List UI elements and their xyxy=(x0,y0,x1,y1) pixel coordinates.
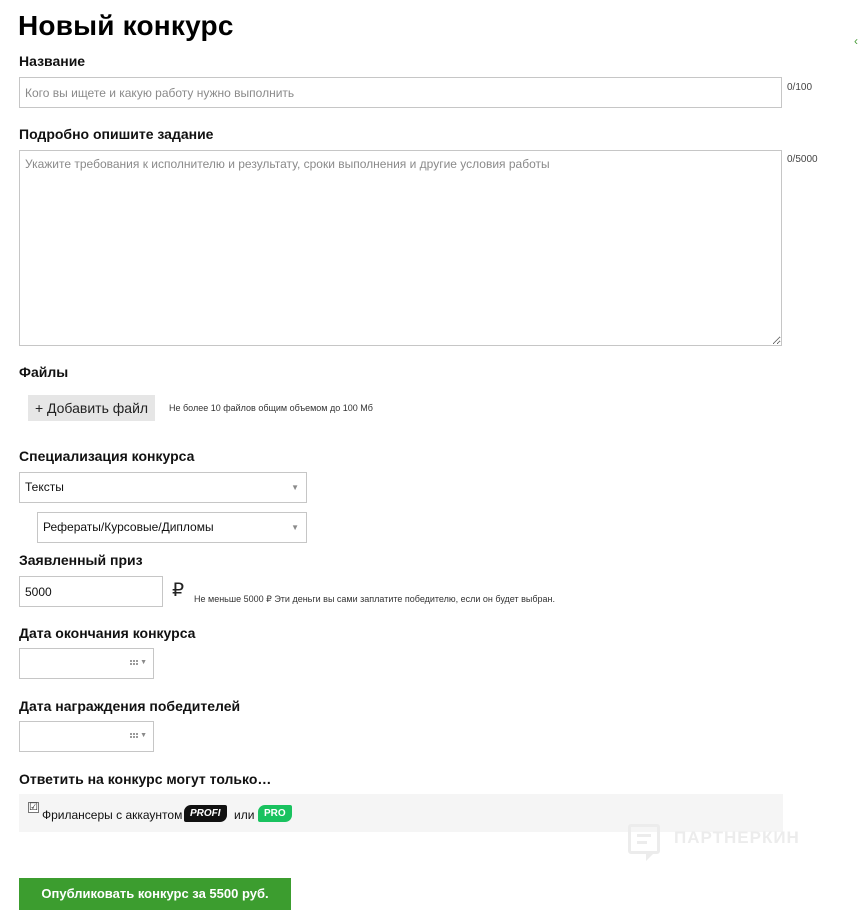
description-textarea[interactable] xyxy=(19,150,782,346)
award-date-picker[interactable] xyxy=(19,721,154,752)
subcategory-value: Рефераты/Курсовые/Дипломы xyxy=(43,520,214,534)
name-label: Название xyxy=(19,53,86,69)
ruble-icon: ₽ xyxy=(172,580,185,601)
end-date-picker[interactable] xyxy=(19,648,154,679)
collapse-arrow-icon[interactable]: ‹ xyxy=(854,34,858,48)
page-title: Новый конкурс xyxy=(18,10,234,41)
restriction-label: Ответить на конкурс могут только… xyxy=(19,771,272,787)
prize-hint: Не меньше 5000 ₽ Эти деньги вы сами заплатите победителю, если он будет выбран. xyxy=(194,594,556,604)
name-input[interactable] xyxy=(19,77,782,108)
files-hint: Не более 10 файлов общим объемом до 100 Мб xyxy=(169,403,373,413)
award-date-label: Дата награждения победителей xyxy=(19,698,241,714)
chevron-down-icon: ▼ xyxy=(140,732,147,739)
calendar-icon xyxy=(130,660,139,667)
chevron-down-icon: ▼ xyxy=(291,523,299,532)
files-label: Файлы xyxy=(19,364,69,380)
name-counter: 0/100 xyxy=(787,82,813,93)
end-date-label: Дата окончания конкурса xyxy=(19,625,196,641)
description-counter: 0/5000 xyxy=(787,154,818,165)
chevron-down-icon: ▼ xyxy=(140,659,147,666)
or-text: или xyxy=(234,808,255,822)
pro-badge: PRO xyxy=(258,805,292,822)
category-select[interactable] xyxy=(19,472,307,503)
watermark-logo-tail xyxy=(646,854,653,861)
chevron-down-icon: ▼ xyxy=(291,483,299,492)
description-label: Подробно опишите задание xyxy=(19,126,214,142)
prize-input[interactable] xyxy=(19,576,163,607)
watermark-text: ПАРТНЕРКИН xyxy=(674,828,800,847)
prize-label: Заявленный приз xyxy=(19,552,143,568)
watermark-logo-icon xyxy=(628,824,660,854)
restriction-text: Фрилансеры с аккаунтом xyxy=(42,808,183,822)
category-value: Тексты xyxy=(25,480,64,494)
subcategory-select[interactable] xyxy=(37,512,307,543)
add-file-button[interactable]: + Добавить файл xyxy=(28,395,155,421)
pro-only-checkbox[interactable]: ☑ xyxy=(29,802,38,813)
specialization-label: Специализация конкурса xyxy=(19,448,195,464)
profi-badge: PROFI xyxy=(184,805,227,822)
calendar-icon xyxy=(130,733,139,740)
publish-button[interactable]: Опубликовать конкурс за 5500 руб. xyxy=(19,878,291,910)
